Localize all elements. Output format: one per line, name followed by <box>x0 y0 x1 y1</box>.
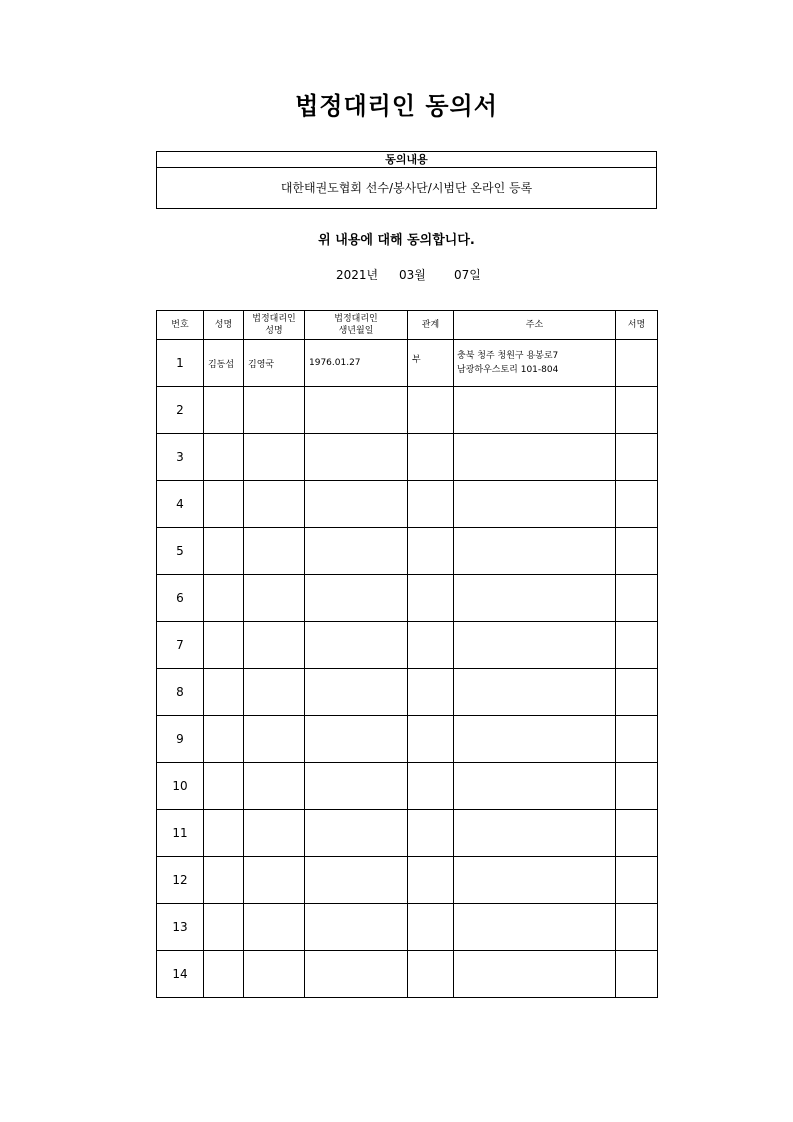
cell-no: 6 <box>157 575 204 622</box>
document-title: 법정대리인 동의서 <box>295 92 498 120</box>
guardian-table-container <box>156 310 658 981</box>
cell-name <box>204 716 244 763</box>
cell-guardian-name <box>244 951 305 998</box>
cell-guardian-birth <box>305 387 408 434</box>
cell-signature <box>616 387 658 434</box>
cell-name <box>204 481 244 528</box>
cell-signature <box>616 340 658 387</box>
cell-guardian-birth <box>305 481 408 528</box>
cell-address <box>454 904 616 951</box>
cell-no: 13 <box>157 904 204 951</box>
cell-guardian-birth <box>305 528 408 575</box>
cell-name <box>204 434 244 481</box>
header-name: 성명 <box>204 311 244 340</box>
cell-no: 14 <box>157 951 204 998</box>
cell-no: 8 <box>157 669 204 716</box>
table-row <box>157 528 658 575</box>
table-row <box>157 810 658 857</box>
cell-relation <box>408 810 454 857</box>
cell-no: 5 <box>157 528 204 575</box>
cell-address <box>454 528 616 575</box>
cell-guardian-birth <box>305 622 408 669</box>
cell-name <box>204 528 244 575</box>
cell-address <box>454 622 616 669</box>
header-guardian-name-line2: 성명 <box>265 326 283 336</box>
cell-guardian-birth <box>305 575 408 622</box>
cell-name <box>204 904 244 951</box>
cell-relation <box>408 904 454 951</box>
cell-name <box>204 387 244 434</box>
cell-name <box>204 810 244 857</box>
cell-relation <box>408 481 454 528</box>
table-row <box>157 669 658 716</box>
table-row <box>157 434 658 481</box>
cell-guardian-birth <box>305 951 408 998</box>
cell-guardian-name <box>244 387 305 434</box>
cell-guardian-name <box>244 669 305 716</box>
header-guardian-birth-line1: 법정대리인 <box>334 314 378 324</box>
header-guardian-name-line1: 법정대리인 <box>252 314 296 324</box>
cell-name <box>204 857 244 904</box>
header-guardian-birth <box>305 311 408 340</box>
cell-no: 12 <box>157 857 204 904</box>
cell-signature <box>616 763 658 810</box>
cell-guardian-name <box>244 904 305 951</box>
header-no: 번호 <box>157 311 204 340</box>
cell-relation <box>408 528 454 575</box>
cell-signature <box>616 528 658 575</box>
cell-guardian-birth <box>305 669 408 716</box>
table-row <box>157 481 658 528</box>
cell-guardian-name: 김영국 <box>244 340 305 387</box>
cell-name <box>204 622 244 669</box>
cell-relation <box>408 763 454 810</box>
date-day: 07일 <box>454 268 481 282</box>
cell-address <box>454 481 616 528</box>
cell-no: 4 <box>157 481 204 528</box>
cell-no: 9 <box>157 716 204 763</box>
header-signature: 서명 <box>616 311 658 340</box>
cell-address <box>454 716 616 763</box>
cell-relation: 부 <box>408 340 454 387</box>
cell-signature <box>616 951 658 998</box>
date-year: 2021년 <box>336 268 379 282</box>
cell-guardian-name <box>244 528 305 575</box>
cell-signature <box>616 904 658 951</box>
cell-address <box>454 951 616 998</box>
cell-relation <box>408 857 454 904</box>
agreement-statement: 위 내용에 대해 동의합니다. <box>318 233 475 248</box>
cell-name <box>204 669 244 716</box>
cell-no: 11 <box>157 810 204 857</box>
cell-guardian-name <box>244 857 305 904</box>
address-line-2: 남광하우스토리 101-804 <box>457 365 559 375</box>
cell-guardian-birth <box>305 763 408 810</box>
table-row <box>157 951 658 998</box>
cell-address <box>454 669 616 716</box>
header-relation: 관계 <box>408 311 454 340</box>
cell-name <box>204 575 244 622</box>
cell-no: 2 <box>157 387 204 434</box>
cell-guardian-name <box>244 622 305 669</box>
cell-signature <box>616 857 658 904</box>
cell-relation <box>408 434 454 481</box>
cell-signature <box>616 434 658 481</box>
cell-signature <box>616 622 658 669</box>
cell-guardian-name <box>244 810 305 857</box>
header-address: 주소 <box>454 311 616 340</box>
cell-relation <box>408 387 454 434</box>
cell-no: 7 <box>157 622 204 669</box>
cell-guardian-birth <box>305 904 408 951</box>
cell-relation <box>408 716 454 763</box>
table-row <box>157 763 658 810</box>
cell-address <box>454 434 616 481</box>
cell-signature <box>616 716 658 763</box>
cell-guardian-birth <box>305 810 408 857</box>
header-guardian-birth-line2: 생년월일 <box>338 326 374 336</box>
table-row <box>157 340 658 387</box>
cell-no: 10 <box>157 763 204 810</box>
cell-name <box>204 951 244 998</box>
cell-guardian-name <box>244 434 305 481</box>
cell-address <box>454 810 616 857</box>
cell-relation <box>408 575 454 622</box>
cell-name <box>204 763 244 810</box>
cell-signature <box>616 810 658 857</box>
cell-address <box>454 387 616 434</box>
cell-relation <box>408 951 454 998</box>
cell-relation <box>408 669 454 716</box>
table-row <box>157 622 658 669</box>
cell-no: 1 <box>157 340 204 387</box>
cell-no: 3 <box>157 434 204 481</box>
table-header-row <box>157 311 658 340</box>
cell-relation <box>408 622 454 669</box>
cell-guardian-name <box>244 763 305 810</box>
cell-signature <box>616 481 658 528</box>
table-row <box>157 716 658 763</box>
cell-guardian-birth: 1976.01.27 <box>305 340 408 387</box>
cell-address <box>454 340 616 387</box>
guardian-table <box>156 310 658 998</box>
cell-address <box>454 763 616 810</box>
cell-signature <box>616 575 658 622</box>
header-guardian-name <box>244 311 305 340</box>
table-row <box>157 857 658 904</box>
cell-guardian-birth <box>305 857 408 904</box>
cell-guardian-name <box>244 481 305 528</box>
consent-text: 대한태권도협회 선수/봉사단/시범단 온라인 등록 <box>280 181 533 195</box>
table-row <box>157 387 658 434</box>
cell-address <box>454 857 616 904</box>
cell-signature <box>616 669 658 716</box>
address-line-1: 충북 청주 청원구 용봉로7 <box>457 351 559 361</box>
date-month: 03월 <box>399 268 426 282</box>
cell-guardian-birth <box>305 434 408 481</box>
consent-box <box>156 151 657 209</box>
cell-guardian-birth <box>305 716 408 763</box>
table-row <box>157 575 658 622</box>
cell-address <box>454 575 616 622</box>
cell-guardian-name <box>244 575 305 622</box>
cell-guardian-name <box>244 716 305 763</box>
table-row <box>157 904 658 951</box>
consent-header: 동의내용 <box>157 152 656 168</box>
cell-name: 김동섭 <box>204 340 244 387</box>
